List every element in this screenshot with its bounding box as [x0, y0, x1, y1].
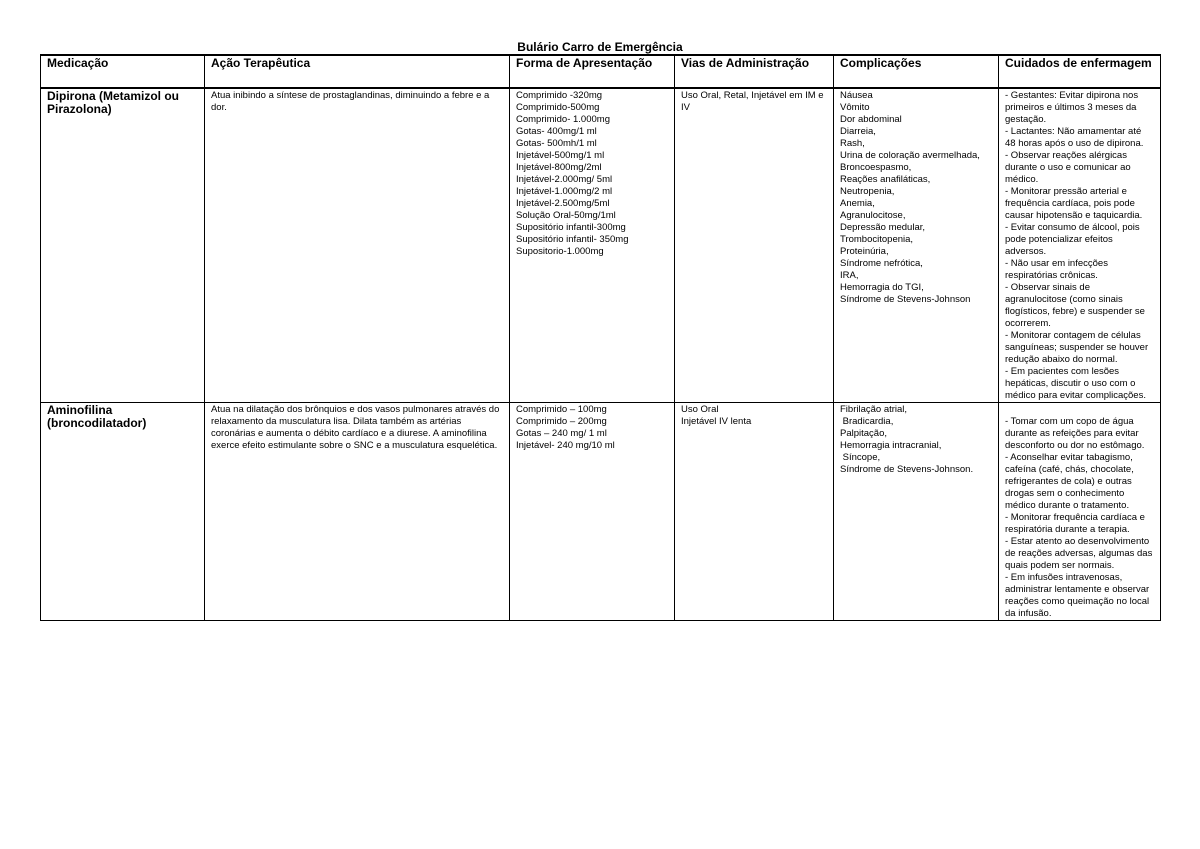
complication-item: Diarreia, — [840, 126, 876, 137]
complication-item: Vômito — [840, 102, 870, 113]
presentation-item: Injetável-2.500mg/5ml — [516, 198, 610, 209]
nursing-care — [999, 88, 1161, 403]
complication-item: Dor abdominal — [840, 114, 902, 125]
care-item: - Observar sinais de agranulocitose (como sinais flogísticos, febre) e suspender se ocorrerem. — [1005, 282, 1145, 329]
care-item: - Observar reações alérgicas durante o uso e comunicar ao médico. — [1005, 150, 1131, 185]
complication-item: Depressão medular, — [840, 222, 926, 233]
complication-item: Trombocitopenia, — [840, 234, 914, 245]
bulario-table — [40, 54, 1161, 621]
care-item: - Monitorar pressão arterial e frequência cardíaca, pois pode causar hipotensão e taquicardia. — [1005, 186, 1143, 221]
column-header-cuidados-enfermagem: Cuidados de enfermagem — [999, 55, 1161, 88]
presentation-item: Comprimido – 100mg — [516, 404, 607, 415]
complication-item: Síndrome de Stevens-Johnson. — [840, 464, 974, 475]
complication-item: Náusea — [840, 90, 873, 101]
complication-item: Urina de coloração avermelhada, — [840, 150, 980, 161]
complication-item: Síndrome de Stevens-Johnson — [840, 294, 971, 305]
care-item: - Não usar em infecções respiratórias crônicas. — [1005, 258, 1108, 281]
care-item: - Lactantes: Não amamentar até 48 horas após o uso de dipirona. — [1005, 126, 1144, 149]
presentation-item: Supositório infantil- 350mg — [516, 234, 629, 245]
table-row-aminofilina — [41, 403, 1161, 621]
presentation-item: Comprimido -320mg — [516, 90, 603, 101]
administration-routes — [675, 403, 834, 621]
complication-item: Bradicardia, — [840, 416, 894, 427]
column-header-medicacao: Medicação — [41, 55, 205, 88]
care-item: - Monitorar frequência cardíaca e respiratória durante a terapia. — [1005, 512, 1145, 535]
care-item: - Evitar consumo de álcool, pois pode potencializar efeitos adversos. — [1005, 222, 1140, 257]
complication-item: Agranulocitose, — [840, 210, 906, 221]
presentation-item: Injetável-800mg/2ml — [516, 162, 602, 173]
column-header-acao-terapeutica: Ação Terapêutica — [205, 55, 510, 88]
complication-item: Reações anafiláticas, — [840, 174, 931, 185]
complication-item: Anemia, — [840, 198, 875, 209]
presentation-item: Injetável-1.000mg/2 ml — [516, 186, 613, 197]
care-item: - Aconselhar evitar tabagismo, cafeína (café, chás, chocolate, refrigerantes de cola) e outras drogas sem o conhecimento médico durante o tratamento. — [1005, 452, 1134, 511]
table-header-row — [41, 55, 1161, 88]
presentation-item: Comprimido – 200mg — [516, 416, 607, 427]
table-row-dipirona — [41, 88, 1161, 403]
therapeutic-action: Atua inibindo a síntese de prostaglandinas, diminuindo a febre e a dor. — [205, 88, 510, 403]
complication-item: Hemorragia do TGI, — [840, 282, 924, 293]
complication-item: Broncoespasmo, — [840, 162, 912, 173]
presentation-item: Comprimido-500mg — [516, 102, 600, 113]
care-item: - Gestantes: Evitar dipirona nos primeiros e últimos 3 meses da gestação. — [1005, 90, 1139, 125]
presentation-item: Gotas- 500mh/1 ml — [516, 138, 597, 149]
complication-item: Hemorragia intracranial, — [840, 440, 942, 451]
medication-name: Dipirona (Metamizol ou Pirazolona) — [41, 88, 205, 403]
care-item: - Estar atento ao desenvolvimento de reações adversas, algumas das quais podem ser normais. — [1005, 536, 1153, 571]
presentation-item: Gotas- 400mg/1 ml — [516, 126, 597, 137]
presentation-item: Comprimido- 1.000mg — [516, 114, 610, 125]
column-header-vias-administracao: Vias de Administração — [675, 55, 834, 88]
presentation-item: Injetável-500mg/1 ml — [516, 150, 605, 161]
nursing-care — [999, 403, 1161, 621]
presentation-forms — [510, 88, 675, 403]
complication-item: Neutropenia, — [840, 186, 895, 197]
page-title: Bulário Carro de Emergência — [517, 40, 683, 54]
presentation-item: Gotas – 240 mg/ 1 ml — [516, 428, 607, 439]
route-item: Uso Oral — [681, 404, 719, 415]
presentation-item: Solução Oral-50mg/1ml — [516, 210, 616, 221]
complications — [834, 403, 999, 621]
column-header-forma-apresentacao: Forma de Apresentação — [510, 55, 675, 88]
care-item: - Monitorar contagem de células sanguíneas; suspender se houver redução abaixo do normal. — [1005, 330, 1149, 365]
complication-item: IRA, — [840, 270, 859, 281]
presentation-forms — [510, 403, 675, 621]
care-item: - Tomar com um copo de água durante as refeições para evitar desconforto ou dor no estômago. — [1005, 416, 1145, 451]
care-item: - Em infusões intravenosas, administrar lentamente e observar reações como queimação no local da infusão. — [1005, 572, 1150, 619]
complication-item: Síndrome nefrótica, — [840, 258, 923, 269]
care-item: - Em pacientes com lesões hepáticas, discutir o uso com o médico para evitar complicações. — [1005, 366, 1146, 401]
presentation-item: Injetável- 240 mg/10 ml — [516, 440, 615, 451]
route-item: Injetável IV lenta — [681, 416, 752, 427]
complication-item: Rash, — [840, 138, 865, 149]
care-spacer — [1005, 404, 1154, 416]
complication-item: Fibrilação atrial, — [840, 404, 908, 415]
presentation-item: Injetável-2.000mg/ 5ml — [516, 174, 613, 185]
presentation-item: Supositório infantil-300mg — [516, 222, 626, 233]
presentation-item: Supositorio-1.000mg — [516, 246, 604, 257]
complication-item: Síncope, — [840, 452, 881, 463]
complication-item: Palpitação, — [840, 428, 888, 439]
therapeutic-action: Atua na dilatação dos brônquios e dos vasos pulmonares através do relaxamento da musculatura lisa. Dilata também as artérias coronárias e aumenta o débito cardíaco e a diurese. A aminofilina exerce efeito estimulante sobre o SNC e a musculatura esquelética. — [205, 403, 510, 621]
medication-name: Aminofilina (broncodilatador) — [41, 403, 205, 621]
complications — [834, 88, 999, 403]
column-header-complicacoes: Complicações — [834, 55, 999, 88]
administration-routes: Uso Oral, Retal, Injetável em IM e IV — [675, 88, 834, 403]
complication-item: Proteinúria, — [840, 246, 889, 257]
